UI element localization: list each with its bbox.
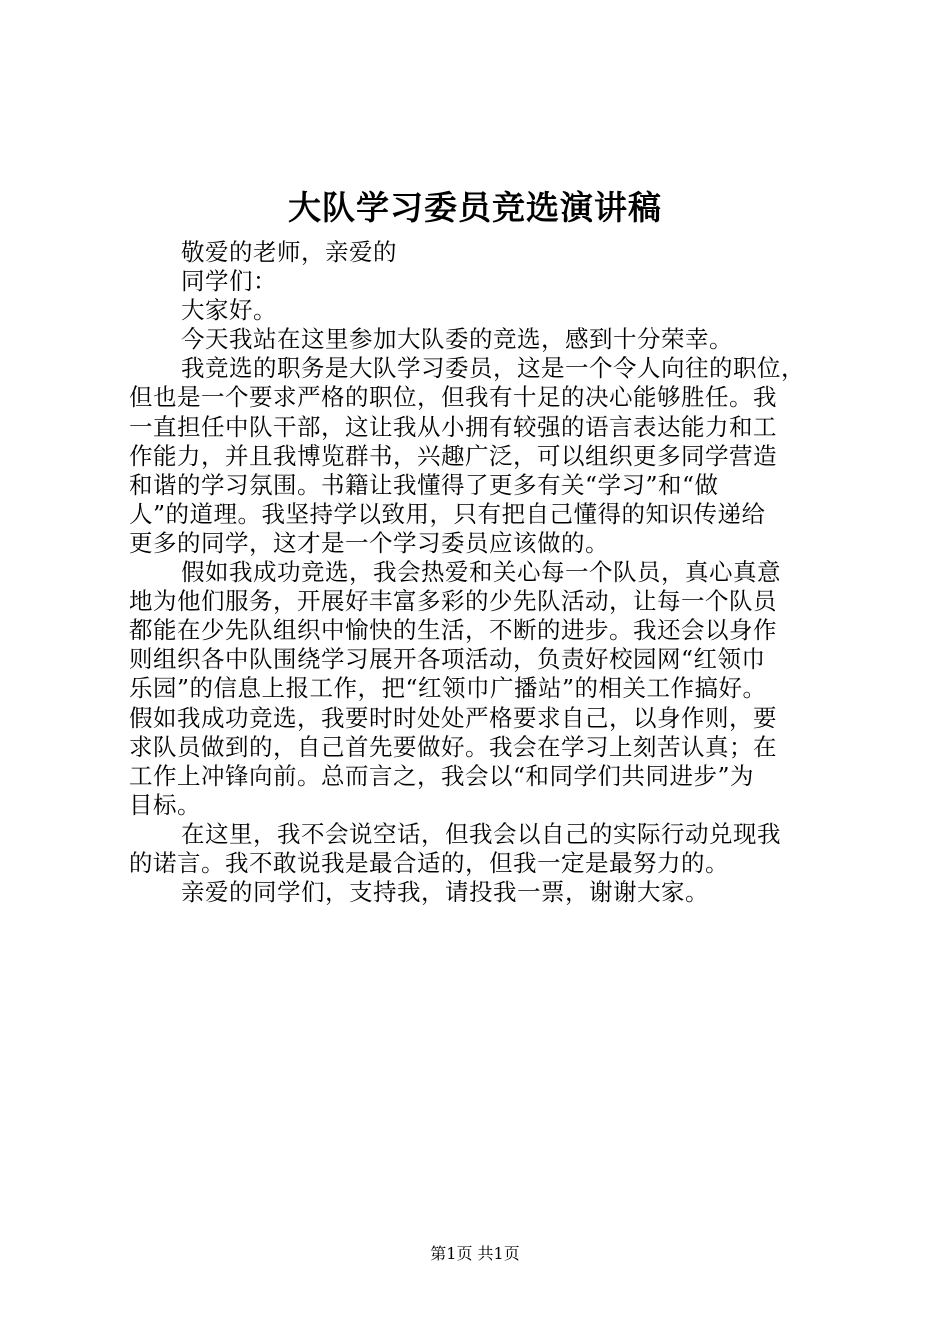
text-line: 都能在少先队组织中愉快的生活，不断的进步。我还会以身作: [129, 616, 777, 645]
text-line: 地为他们服务，开展好丰富多彩的少先队活动，让每一个队员: [129, 587, 777, 616]
text-line: 在这里，我不会说空话，但我会以自己的实际行动兑现我: [181, 819, 781, 848]
text-line: 求队员做到的，自己首先要做好。我会在学习上刻苦认真；在: [129, 732, 777, 761]
text-line: 但也是一个要求严格的职位，但我有十足的决心能够胜任。我: [129, 383, 777, 412]
text-line: 我竞选的职务是大队学习委员，这是一个令人向往的职位，: [181, 354, 805, 383]
text-line: 今天我站在这里参加大队委的竞选，感到十分荣幸。: [181, 325, 733, 354]
text-line: 作能力，并且我博览群书，兴趣广泛，可以组织更多同学营造: [129, 441, 777, 470]
text-line: 工作上冲锋向前。总而言之，我会以“和同学们共同进步”为: [129, 761, 755, 790]
text-line: 大家好。: [181, 296, 277, 325]
document-title: 大队学习委员竞选演讲稿: [288, 188, 662, 227]
text-line: 同学们：: [181, 267, 277, 296]
text-line: 假如我成功竞选，我会热爱和关心每一个队员，真心真意: [181, 558, 781, 587]
document-body: [129, 238, 849, 907]
text-line: 则组织各中队围绕学习展开各项活动，负责好校园网“红领巾: [129, 645, 766, 674]
page-footer: 第1页 共1页: [430, 1244, 520, 1263]
text-line: 和谐的学习氛围。书籍让我懂得了更多有关“学习”和“做: [129, 470, 719, 499]
text-line: 乐园”的信息上报工作，把“红领巾广播站”的相关工作搞好。: [129, 674, 767, 703]
text-line: 更多的同学，这才是一个学习委员应该做的。: [129, 528, 609, 557]
text-line: 亲爱的同学们，支持我，请投我一票，谢谢大家。: [181, 878, 709, 907]
text-line: 假如我成功竞选，我要时时处处严格要求自己，以身作则，要: [129, 703, 777, 732]
text-line: 目标。: [129, 790, 201, 819]
text-line: 的诺言。我不敢说我是最合适的，但我一定是最努力的。: [129, 848, 729, 877]
text-line: 一直担任中队干部，这让我从小拥有较强的语言表达能力和工: [129, 412, 777, 441]
text-line: 人”的道理。我坚持学以致用，只有把自己懂得的知识传递给: [129, 499, 766, 528]
text-line: 敬爱的老师，亲爱的: [181, 238, 397, 266]
